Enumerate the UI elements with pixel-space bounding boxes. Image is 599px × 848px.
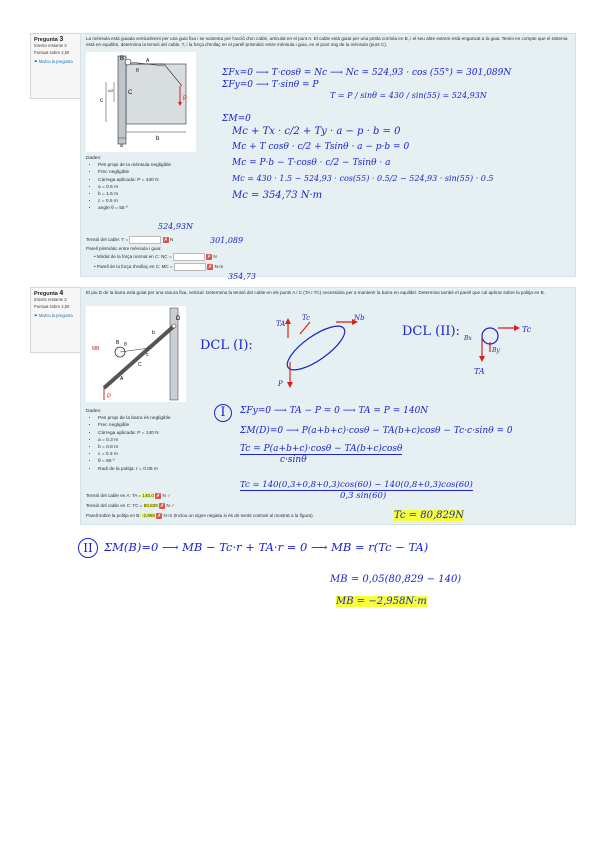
given-title: Dades:	[86, 156, 102, 161]
answer-tension: Tensió del cable: T = ✗ N	[86, 237, 174, 243]
figure-label-theta: θ	[136, 68, 139, 74]
question-label: Pregunta 4	[34, 290, 64, 297]
handwritten-t-answer: 524,93N	[158, 222, 193, 231]
fbd-label-nd: Nb	[354, 314, 365, 322]
question-points: Puntuat sobre 2,50	[34, 304, 70, 310]
handwritten-fraction: Tc = 140(0,3+0,8+0,3)cos(60) − 140(0,8+0,3)cos(60) 0,3 sin(60)	[240, 480, 473, 501]
handwritten-line: Mc = 430 · 1.5 − 524,93 · cos(55) · 0.5/2 − 524,93 · sin(55) · 0.5	[232, 174, 494, 183]
fbd-2-title: DCL (II):	[402, 324, 460, 339]
fbd-label-bx: Bx	[464, 335, 472, 342]
given-item: • b = 1.5 m	[98, 191, 286, 198]
flag-question-link[interactable]: ⚑ Marca la pregunta	[34, 312, 73, 318]
question-3-figure	[86, 52, 196, 152]
tension-c-value[interactable]: 80,829	[143, 503, 158, 508]
question-label: Pregunta 3	[34, 36, 64, 43]
question-state: Intento restante 3	[34, 43, 67, 49]
given-item: • c = 0.5 m	[98, 198, 286, 205]
tension-a-value[interactable]: 140,0	[142, 493, 154, 498]
given-item: • Frec negligible	[98, 422, 286, 429]
given-item: • Càrrega aplicada: P = 140 N	[98, 430, 286, 437]
question-3-info	[30, 33, 82, 99]
fbd-label-ta: TA	[276, 320, 286, 328]
figure-label-c-half: c/2	[108, 88, 114, 93]
handwritten-line: ΣM=0	[222, 114, 251, 124]
figure-label-theta: θ	[124, 342, 127, 348]
handwritten-line: Mc + T cosθ · c/2 + Tsinθ · a − p·b = 0	[232, 142, 410, 152]
answer-moment: • Parell de la força d'enllaç en C: MC = ✗ N·m	[94, 264, 224, 270]
given-item: • a = 0.5 m	[98, 184, 286, 191]
handwritten-line: ΣFy=0 ⟶ TA − P = 0 ⟶ TA = P = 140N	[240, 406, 429, 416]
question-4-info	[30, 287, 82, 353]
handwritten-line: ΣFx=0 ⟶ T·cosθ = Nc ⟶ Nc = 524,93 · cos (55°) = 301,089N	[222, 68, 512, 78]
handwritten-result-mb: MB = −2,958N·m	[336, 596, 427, 607]
answer-pulley-moment: Parell sobre la politja en B: -2,958 ✗ N·m (Inclou un signe negatiu si és de sentit contrari al mostrat a la figura)	[86, 512, 313, 519]
question-points: Puntuat sobre 2,50	[34, 50, 70, 56]
given-item: • Radi de la politja: r = 0.05 m	[98, 466, 286, 473]
handwritten-check-icon: ✓	[167, 493, 171, 498]
handwritten-line: ΣM(D)=0 ⟶ P(a+b+c)·cosθ − TA(b+c)cosθ − Tc·c·sinθ = 0	[240, 426, 513, 436]
handwritten-nc-answer: 301,089	[210, 236, 244, 245]
figure-label-c-dim: c	[146, 352, 149, 358]
figure-label-p: P	[183, 96, 188, 102]
figure-label-b-dim: b	[152, 330, 155, 336]
given-item: • θ = 60 º	[98, 458, 286, 465]
given-item: • angle θ = 55 º	[98, 205, 286, 212]
answer-tension-c: Tensió del cable en C: TC = 80,829 ✗ N ✓	[86, 502, 175, 509]
given-item: • Pes propi de la barra és negligible	[98, 415, 286, 422]
figure-label-d: D	[176, 316, 181, 322]
figure-label-b-pulley: B	[120, 56, 125, 62]
pulley-moment-value[interactable]: -2,958	[141, 513, 155, 518]
given-item: • b = 0.8 m	[98, 444, 286, 451]
figure-label-a: A	[146, 58, 150, 64]
figure-label-point-c: C	[138, 362, 142, 368]
incorrect-icon: ✗	[156, 492, 161, 499]
given-item: • Pes propi de la mènsula negligible	[98, 162, 286, 169]
question-state: Intento restante 3	[34, 297, 67, 303]
handwritten-line: Mc + Tx · c/2 + Ty · a − p · b = 0	[232, 126, 401, 137]
figure-label-p: P	[107, 394, 112, 400]
figure-label-mb: MB	[92, 346, 100, 352]
roman-one-circled: I	[214, 404, 232, 422]
handwritten-line: ΣM(B)=0 ⟶ MB − Tc·r + TA·r = 0 ⟶ MB = r(Tc − TA)	[104, 540, 429, 554]
handwritten-line: MB = 0,05(80,829 − 140)	[330, 574, 462, 585]
given-item: • Frec negligible	[98, 169, 286, 176]
figure-label-a-dim: a	[120, 143, 123, 149]
fbd-label-by: By	[492, 347, 500, 354]
given-item: • a = 0.3 m	[98, 437, 286, 444]
figure-label-point-c: C	[128, 90, 133, 96]
figure-label-b: B	[116, 340, 120, 346]
fbd-label-tc: Tc	[522, 325, 532, 334]
handwritten-fraction: Tc = P(a+b+c)·cosθ − TA(b+c)cosθ c·sinθ	[240, 444, 403, 465]
free-body-diagram-1	[270, 312, 370, 392]
free-body-diagram-2	[456, 312, 556, 382]
handwritten-mc-answer: 354,73	[228, 272, 256, 281]
answer-pair-title: Parell prismàtic entre mènsula i guia:	[86, 246, 162, 251]
given-title: Dades:	[86, 409, 102, 414]
fbd-label-tc: Tc	[302, 314, 311, 322]
figure-label-b-dim: b	[156, 136, 160, 142]
incorrect-icon: ✗	[157, 512, 162, 519]
normal-force-input[interactable]	[173, 253, 205, 261]
handwritten-check-icon: ✓	[171, 503, 175, 508]
moment-input[interactable]	[174, 263, 206, 271]
given-item: • Càrrega aplicada: P = 430 N	[98, 177, 286, 184]
fbd-1-title: DCL (I):	[200, 338, 253, 353]
handwritten-result-tc: Tc = 80,829N	[394, 510, 464, 521]
incorrect-icon: ✗	[160, 502, 165, 509]
given-item: • c = 0.3 m	[98, 451, 286, 458]
figure-label-c: c	[100, 98, 103, 104]
figure-label-a: A	[120, 376, 124, 382]
handwritten-line: T = P / sinθ = 430 / sin(55) = 524,93N	[330, 91, 487, 100]
fbd-label-p: P	[278, 380, 283, 388]
handwritten-line: Mc = P·b − T·cosθ · c/2 − Tsinθ · a	[232, 158, 391, 168]
question-3-statement: La mènsula està guiada verticalment per una guia fixa i se sustenta per l'acció d'un cable, articulat en el punt A. El cable està guiat per una petita corriola en B, i el seu altre extrem està enganxat a la guia. Tenint en compte que el sistema està en equilibri, determina la tensió del cable, T, i la força d'enllaç en el parell prismàtic entre mènsula i guia, en el punt mig de la mènsula (punt C).	[86, 36, 568, 48]
answer-normal-force: • Mòdul de la força normal en C: NC = ✗ N	[94, 254, 217, 260]
flag-question-link[interactable]: ⚑ Marca la pregunta	[34, 58, 73, 64]
incorrect-icon: ✗	[163, 237, 168, 243]
tension-input[interactable]	[129, 236, 161, 244]
question-4-figure	[86, 306, 186, 402]
incorrect-icon: ✗	[207, 254, 212, 260]
handwritten-line: ΣFy=0 ⟶ T·sinθ = P	[222, 80, 319, 90]
answer-tension-a: Tensió del cable en A: TA = 140,0 ✗ N ✓	[86, 492, 171, 499]
roman-two-circled: II	[78, 538, 98, 558]
incorrect-icon: ✗	[208, 264, 213, 270]
question-4-statement: El piu D de la barra està guiat per una ranura fixa, vertical. Determina la tensió del cable en els punts A i C (TA i TC) necessària per a mantenir la barra en equilibri. Determina també el parell que cal aplicar sobre la politja en B.	[86, 290, 545, 295]
fbd-label-ta: TA	[474, 367, 485, 376]
handwritten-line: Mc = 354,73 N·m	[232, 190, 323, 201]
